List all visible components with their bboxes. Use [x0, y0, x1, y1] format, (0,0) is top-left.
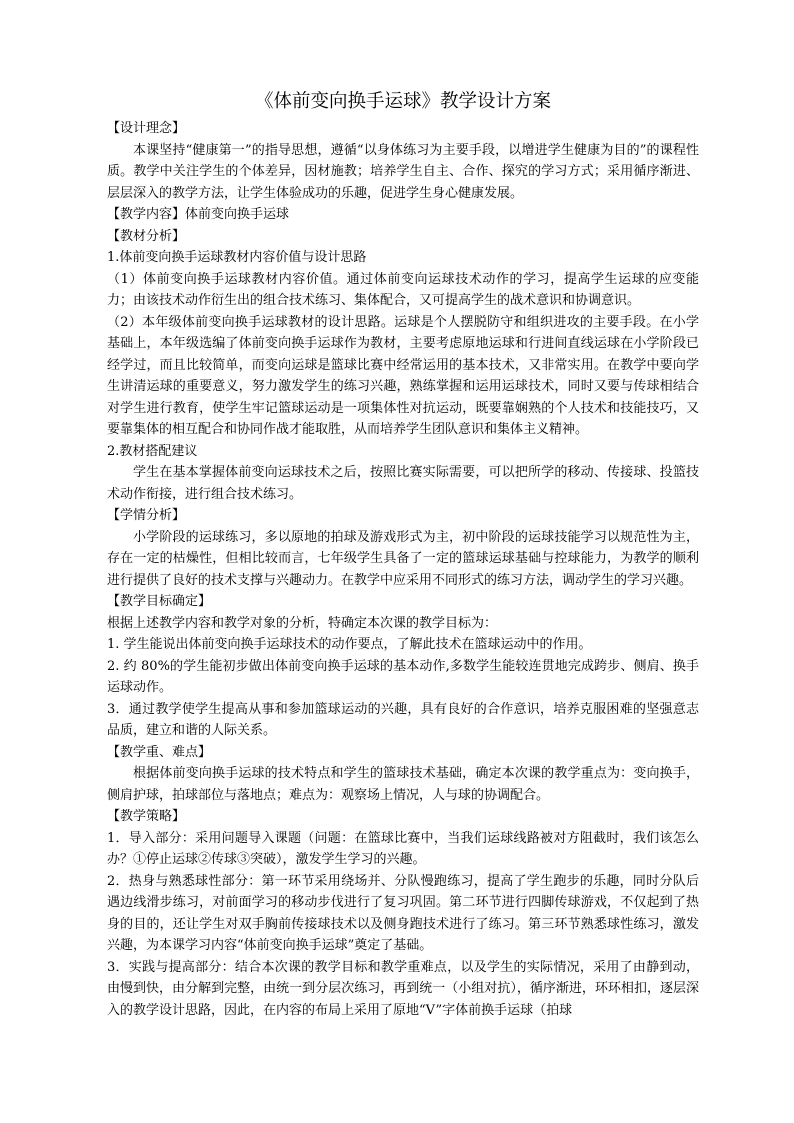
paragraph: 3．通过教学使学生提高从事和参加篮球运动的兴趣，具有良好的合作意识，培养克服困难的坚强意志品质，建立和谐的人际关系。 — [107, 701, 699, 738]
section-heading: 【学情分析】 — [107, 508, 186, 523]
paragraph: （1）体前变向换手运球教材内容价值。通过体前变向运球技术动作的学习，提高学生运球的应变能力；由该技术动作衍生出的组合技术练习、集体配合，又可提高学生的战术意识和协调意识。 — [107, 271, 699, 308]
paragraph: 3．实践与提高部分：结合本次课的教学目标和教学重难点，以及学生的实际情况，采用了由静到动，由慢到快，由分解到完整，由统一到分层次练习，再到统一（小组对抗），循序渐进，环环相扣，逐层深入的教学设计思路，因此，在内容的布局上采用了原地“V”字体前换手运球（拍球 — [107, 959, 699, 1018]
section-heading: 【教学策略】 — [107, 809, 186, 824]
paragraph: 2. 约 80%的学生能初步做出体前变向换手运球的基本动作,多数学生能较连贯地完成跨步、侧肩、换手运球动作。 — [107, 658, 699, 695]
paragraph: 根据上述教学内容和教学对象的分析，特确定本次课的教学目标为： — [107, 615, 498, 631]
section-heading: 【教学重、难点】 — [107, 744, 212, 760]
paragraph: 1．导入部分：采用问题导入课题（问题：在篮球比赛中，当我们运球线路被对方阻截时，我们该怎么办？①停止运球②传球③突破），激发学生学习的兴趣。 — [107, 830, 699, 867]
section-heading: 【教学目标确定】 — [107, 594, 212, 609]
paragraph: （2）本年级体前变向换手运球教材的设计思路。运球是个人摆脱防守和组织进攻的主要手段。在小学基础上，本年级选编了体前变向换手运球作为教材，主要考虑原地运球和行进间直线运球在小学阶段已经学过，而且比较简单，而变向运球是篮球比赛中经常运用的基本技术，又非常实用。在教学中要向学生讲清运球的重要意义，努力激发学生的练习兴趣，熟练掌握和运用运球技术，同时又要与传球相结合对学生进行教育，使学生牢记篮球运动是一项集体性对抗运动，既要靠娴熟的个人技术和技能技巧，又要靠集体的相互配合和协同作战才能取胜，从而培养学生团队意识和集体主义精神。 — [107, 314, 699, 437]
paragraph: 本课坚持“健康第一”的指导思想，遵循“以身体练习为主要手段，以增进学生健康为目的”的课程性质。教学中关注学生的个体差异，因材施教；培养学生自主、合作、探究的学习方式；采用循序渐进、层层深入的教学方法，让学生体验成功的乐趣，促进学生身心健康发展。 — [107, 142, 699, 201]
document-title: 《体前变向换手运球》教学设计方案 — [254, 91, 551, 112]
paragraph: 根据体前变向换手运球的技术特点和学生的篮球技术基础，确定本次课的教学重点为：变向换手，侧肩护球，拍球部位与落地点；难点为：观察场上情况，人与球的协调配合。 — [107, 766, 699, 803]
paragraph: 小学阶段的运球练习，多以原地的拍球及游戏形式为主，初中阶段的运球技能学习以规范性为主，存在一定的枯燥性，但相比较而言，七年级学生具备了一定的篮球运球基础与控球能力，为教学的顺利进行提供了良好的技术支撑与兴趣动力。在教学中应采用不同形式的练习方法，调动学生的学习兴趣。 — [107, 529, 699, 588]
document-body — [107, 118, 699, 1021]
paragraph: 2．热身与熟悉球性部分：第一环节采用绕场并、分队慢跑练习，提高了学生跑步的乐趣，同时分队后遇边线滑步练习，对前面学习的移动步伐进行了复习巩固。第二环节进行四脚传球游戏，不仅起到了热身的目的，还让学生对双手胸前传接球技术以及侧身跑技术进行了练习。第三环节熟悉球性练习，激发兴趣，为本课学习内容“体前变向换手运球”奠定了基础。 — [107, 873, 699, 953]
section-heading: 【设计理念】 — [107, 121, 186, 136]
paragraph: 1. 学生能说出体前变向换手运球技术的动作要点，了解此技术在篮球运动中的作用。 — [107, 637, 592, 652]
paragraph: 学生在基本掌握体前变向运球技术之后，按照比赛实际需要，可以把所学的移动、传接球、投篮技术动作衔接，进行组合技术练习。 — [107, 465, 699, 502]
paragraph: 1.体前变向换手运球教材内容价值与设计思路 — [107, 250, 367, 265]
section-heading: 【教学内容】体前变向换手运球 — [107, 207, 290, 222]
paragraph: 2.教材搭配建议 — [107, 443, 198, 459]
section-heading: 【教材分析】 — [107, 228, 186, 244]
document-page — [107, 88, 699, 1021]
